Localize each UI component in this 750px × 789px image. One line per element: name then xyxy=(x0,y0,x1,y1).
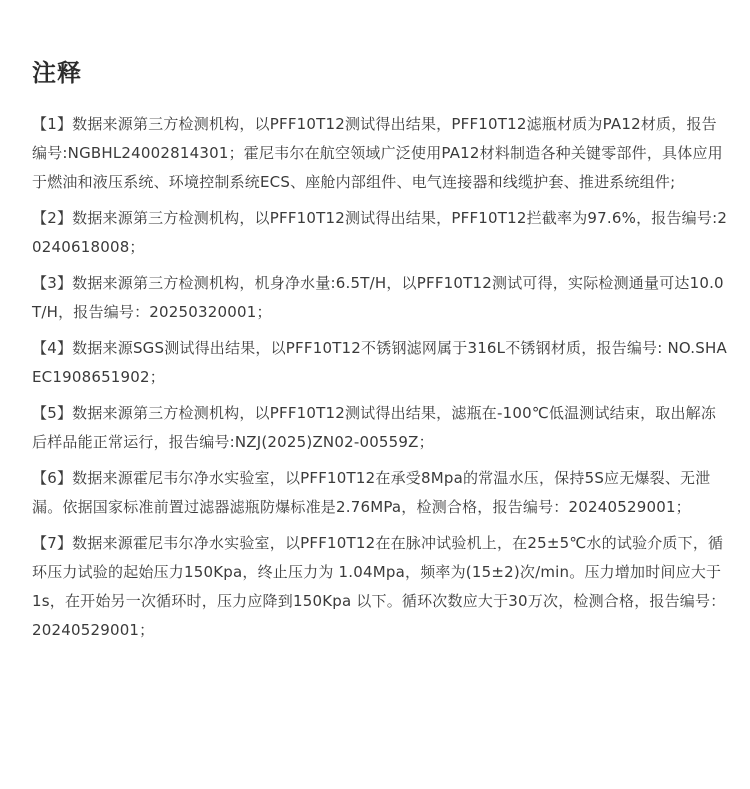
note-1: 【1】数据来源第三方检测机构，以PFF10T12测试得出结果，PFF10T12滤瓶材质为PA12材质，报告编号:NGBHL24002814301；霍尼韦尔在航空领域广泛使用PA12材料制造各种关键零部件，具体应用于燃油和液压系统、环境控制系统ECS、座舱内部组件、电气连接器和线缆护套、推进系统组件; xyxy=(32,115,723,191)
note-4: 【4】数据来源SGS测试得出结果，以PFF10T12不锈钢滤网属于316L不锈钢材质，报告编号: NO.SHAEC1908651902； xyxy=(32,339,727,386)
note-5: 【5】数据来源第三方检测机构，以PFF10T12测试得出结果，滤瓶在-100℃低温测试结束，取出解冻后样品能正常运行，报告编号:NZJ(2025)ZN02-00559Z； xyxy=(32,404,717,451)
notes-section xyxy=(32,54,728,652)
note-7: 【7】数据来源霍尼韦尔净水实验室，以PFF10T12在在脉冲试验机上，在25±5℃水的试验介质下，循环压力试验的起始压力150Kpa，终止压力为 1.04Mpa，频率为(15±2)次/min。压力增加时间应大于 1s，在开始另一次循环时，压力应降到150Kpa 以下。循环次数应大于30万次，检测合格，报告编号：20240529001； xyxy=(32,534,726,639)
notes-title: 注释 xyxy=(32,59,82,87)
note-6: 【6】数据来源霍尼韦尔净水实验室，以PFF10T12在承受8Mpa的常温水压，保持5S应无爆裂、无泄漏。依据国家标准前置过滤器滤瓶防爆标准是2.76MPa，检测合格，报告编号：20240529001； xyxy=(32,469,711,516)
note-3: 【3】数据来源第三方检测机构，机身净水量:6.5T/H，以PFF10T12测试可得，实际检测通量可达10.0T/H，报告编号：20250320001； xyxy=(32,274,724,321)
note-2: 【2】数据来源第三方检测机构，以PFF10T12测试得出结果，PFF10T12拦截率为97.6%，报告编号:20240618008； xyxy=(32,209,728,256)
